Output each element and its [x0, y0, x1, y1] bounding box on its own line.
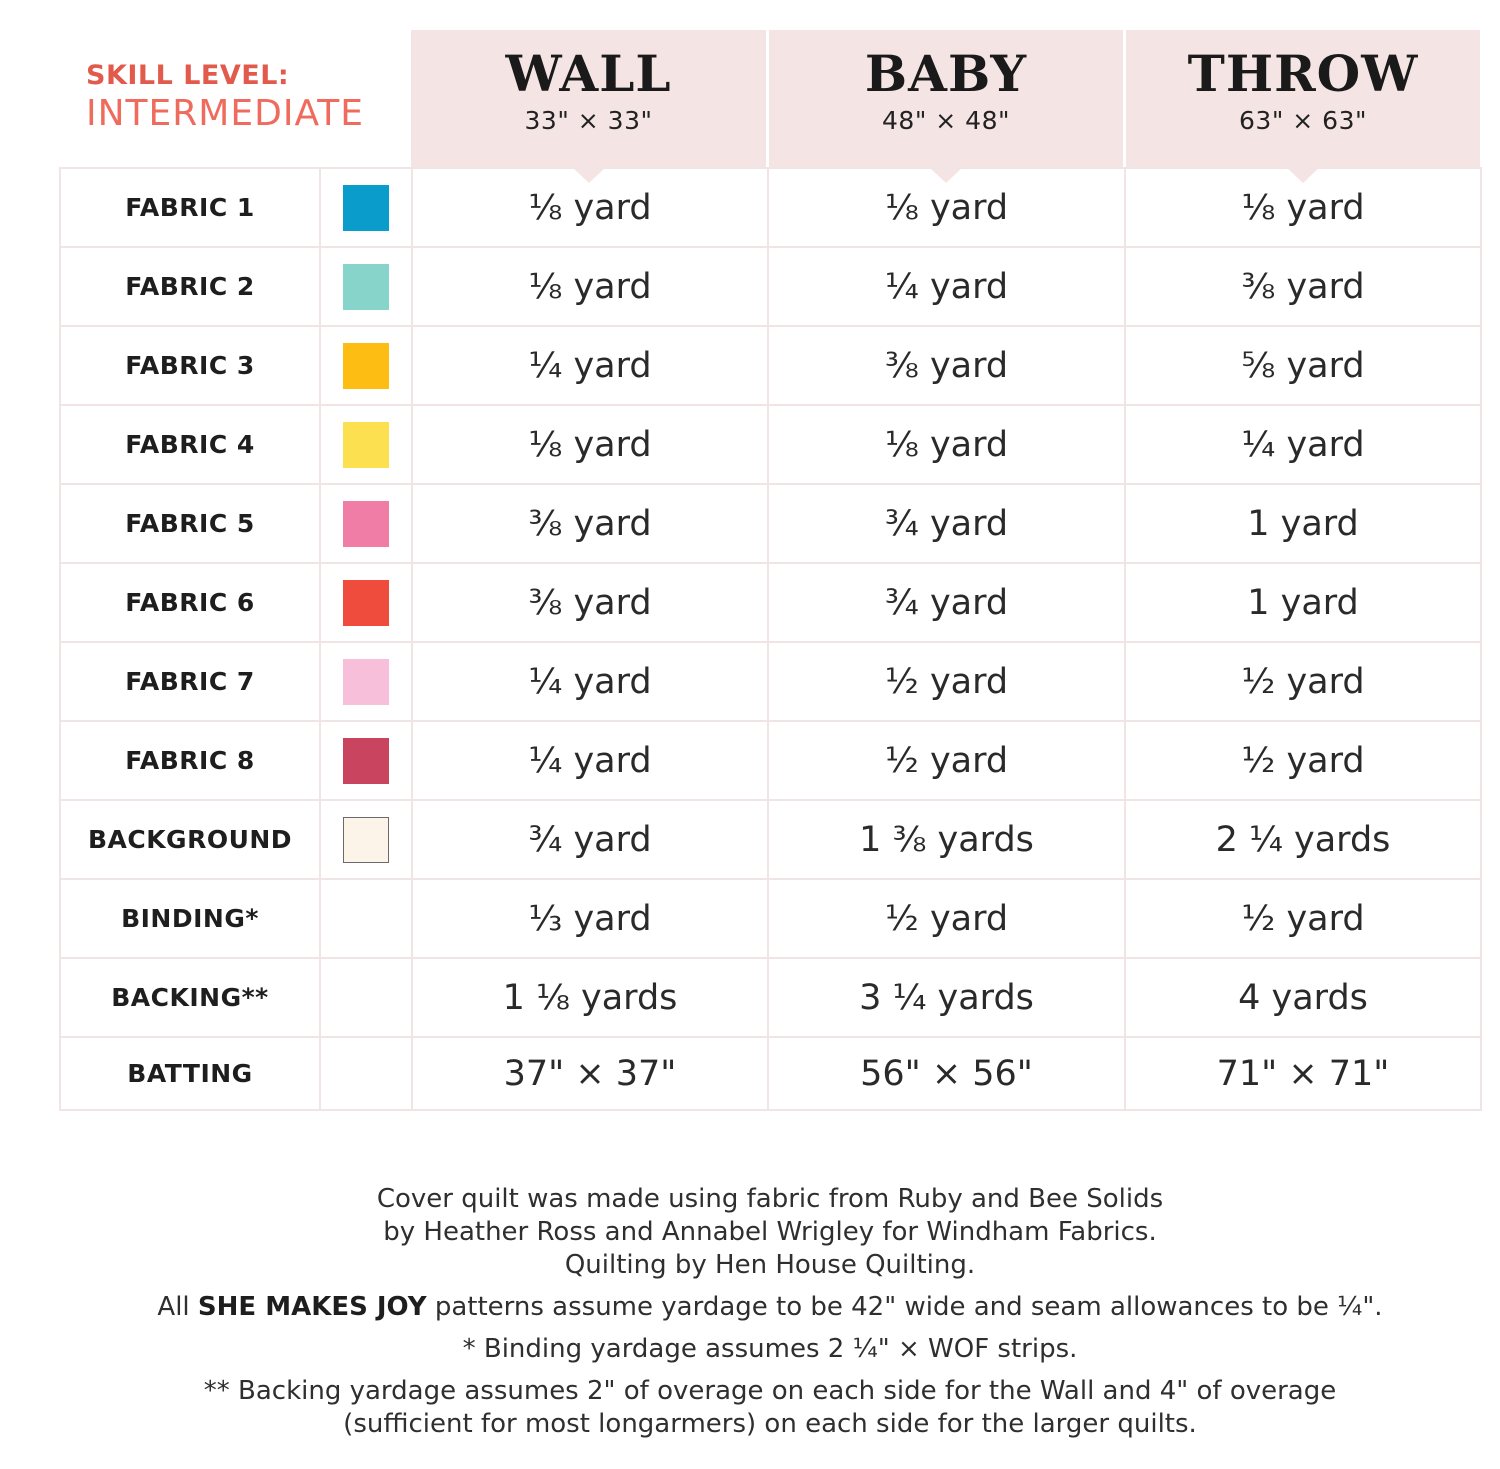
size-header-baby	[766, 30, 1123, 167]
table-row	[60, 563, 1481, 642]
yardage-cell: ½ yard	[768, 721, 1125, 800]
yardage-cell: 71" × 71"	[1125, 1037, 1481, 1110]
credit-line: Quilting by Hen House Quilting.	[564, 1250, 976, 1280]
swatch-cell	[320, 642, 412, 721]
skill-level	[86, 60, 364, 134]
yardage-cell: ⅛ yard	[412, 247, 768, 326]
skill-level-value: INTERMEDIATE	[86, 93, 365, 134]
yardage-cell: 1 yard	[1125, 563, 1481, 642]
table-row	[60, 405, 1481, 484]
table-row	[60, 1037, 1481, 1110]
yardage-cell: ⅜ yard	[768, 326, 1125, 405]
row-label: BACKGROUND	[60, 800, 320, 879]
swatch-cell	[320, 1037, 412, 1110]
yardage-cell: ⅛ yard	[412, 168, 768, 247]
yardage-cell: 37" × 37"	[412, 1037, 768, 1110]
yardage-cell: ⅛ yard	[768, 405, 1125, 484]
size-title: WALL	[505, 44, 672, 103]
color-swatch	[343, 659, 389, 705]
size-dims: 63" × 63"	[1239, 106, 1367, 135]
yardage-cell: ½ yard	[768, 642, 1125, 721]
row-label: FABRIC 7	[60, 642, 320, 721]
yardage-cell: ⅛ yard	[412, 405, 768, 484]
backing-note: (sufficient for most longarmers) on each side for the larger quilts.	[343, 1409, 1197, 1439]
table-row	[60, 721, 1481, 800]
yardage-cell: ¼ yard	[768, 247, 1125, 326]
table-row	[60, 879, 1481, 958]
row-label: FABRIC 4	[60, 405, 320, 484]
yardage-cell: ⅛ yard	[1125, 168, 1481, 247]
color-swatch	[343, 422, 389, 468]
row-label: FABRIC 5	[60, 484, 320, 563]
yardage-table	[59, 167, 1482, 1111]
row-label: FABRIC 2	[60, 247, 320, 326]
swatch-cell	[320, 405, 412, 484]
color-swatch	[343, 580, 389, 626]
brand-name: SHE MAKES JOY	[197, 1292, 427, 1322]
swatch-cell	[320, 721, 412, 800]
color-swatch	[343, 817, 389, 863]
table-row	[60, 800, 1481, 879]
binding-note: * Binding yardage assumes 2 ¼" × WOF strips.	[462, 1334, 1078, 1364]
size-title: BABY	[864, 44, 1028, 103]
row-label: FABRIC 8	[60, 721, 320, 800]
yardage-cell: ¼ yard	[1125, 405, 1481, 484]
row-label: FABRIC 3	[60, 326, 320, 405]
assumption-suffix: patterns assume yardage to be 42" wide and seam allowances to be ¼".	[426, 1292, 1383, 1322]
row-label: BATTING	[60, 1037, 320, 1110]
yardage-cell: ¼ yard	[412, 642, 768, 721]
yardage-cell: ¾ yard	[768, 484, 1125, 563]
yardage-cell: ⅜ yard	[412, 484, 768, 563]
yardage-cell: ½ yard	[1125, 721, 1481, 800]
yardage-cell: ½ yard	[1125, 879, 1481, 958]
yardage-cell: ⅝ yard	[1125, 326, 1481, 405]
table-row	[60, 168, 1481, 247]
swatch-cell	[320, 563, 412, 642]
yardage-cell: ⅓ yard	[412, 879, 768, 958]
yardage-cell: ⅛ yard	[768, 168, 1125, 247]
assumption-prefix: All	[157, 1292, 198, 1322]
yardage-cell: ¼ yard	[412, 326, 768, 405]
credit-line: Cover quilt was made using fabric from Ruby and Bee Solids	[376, 1184, 1164, 1214]
table-row	[60, 247, 1481, 326]
yardage-cell: 3 ¼ yards	[768, 958, 1125, 1037]
size-header-throw	[1123, 30, 1480, 167]
swatch-cell	[320, 879, 412, 958]
row-label: FABRIC 1	[60, 168, 320, 247]
size-dims: 33" × 33"	[524, 106, 653, 135]
size-headers	[411, 30, 1480, 167]
swatch-cell	[320, 247, 412, 326]
backing-note: ** Backing yardage assumes 2" of overage on each side for the Wall and 4" of overage	[203, 1376, 1337, 1406]
swatch-cell	[320, 958, 412, 1037]
yardage-cell: 4 yards	[1125, 958, 1481, 1037]
table-row	[60, 958, 1481, 1037]
table-row	[60, 484, 1481, 563]
swatch-cell	[320, 484, 412, 563]
size-dims: 48" × 48"	[882, 106, 1010, 135]
credit-line: by Heather Ross and Annabel Wrigley for Windham Fabrics.	[383, 1217, 1157, 1247]
yardage-cell: ¾ yard	[412, 800, 768, 879]
color-swatch	[343, 185, 389, 231]
yardage-cell: ¾ yard	[768, 563, 1125, 642]
yardage-cell: ½ yard	[768, 879, 1125, 958]
swatch-cell	[320, 800, 412, 879]
size-header-wall	[411, 30, 766, 167]
row-label: FABRIC 6	[60, 563, 320, 642]
color-swatch	[343, 738, 389, 784]
notes	[0, 1183, 1500, 1441]
yardage-cell: ⅜ yard	[412, 563, 768, 642]
table-row	[60, 642, 1481, 721]
yardage-cell: 2 ¼ yards	[1125, 800, 1481, 879]
yardage-cell: 1 ⅛ yards	[412, 958, 768, 1037]
size-title: THROW	[1187, 44, 1419, 103]
row-label: BACKING**	[60, 958, 320, 1037]
yardage-cell: ⅜ yard	[1125, 247, 1481, 326]
yardage-cell: 1 ⅜ yards	[768, 800, 1125, 879]
table-row	[60, 326, 1481, 405]
swatch-cell	[320, 326, 412, 405]
yardage-cell: ½ yard	[1125, 642, 1481, 721]
assumption-note	[0, 1291, 1500, 1324]
swatch-cell	[320, 168, 412, 247]
row-label: BINDING*	[60, 879, 320, 958]
yardage-cell: ¼ yard	[412, 721, 768, 800]
color-swatch	[343, 264, 389, 310]
skill-level-label: SKILL LEVEL:	[86, 60, 290, 91]
yardage-cell: 56" × 56"	[768, 1037, 1125, 1110]
yardage-cell: 1 yard	[1125, 484, 1481, 563]
color-swatch	[343, 343, 389, 389]
color-swatch	[343, 501, 389, 547]
